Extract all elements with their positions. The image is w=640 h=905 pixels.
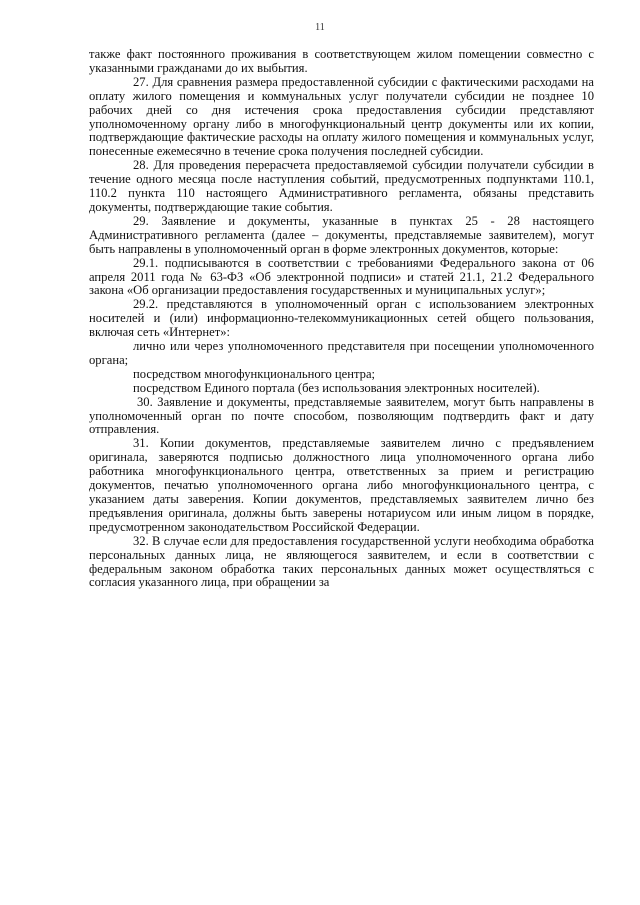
list-item-mfc: посредством многофункционального центра; [133, 366, 376, 381]
paragraph-29-2: 29.2. представляются в уполномоченный орган с использованием электронных носителей и (или) информационно-телекоммуникационных сетей общего пользования, включая сеть «Интернет»: [89, 297, 594, 340]
paragraph-28: 28. Для проведения перерасчета предоставляемой субсидии получатели субсидии в течение одного месяца после наступления событий, предусмотренных подпунктами 110.1, 110.2 пункта 110 настоящего Административного регламента, обязаны представить документы, подтверждающие такие события. [89, 158, 594, 214]
paragraph-32: 32. В случае если для предоставления государственной услуги необходима обработка персональных данных лица, не являющегося заявителем, и если в соответствии с федеральным законом обработка таких персональных данных может осуществляться с согласия указанного лица, при обращении за [89, 533, 594, 590]
list-item-portal: посредством Единого портала (без использования электронных носителей). [133, 380, 540, 395]
paragraph-30: 30. Заявление и документы, представляемые заявителем, могут быть направлены в уполномоченный орган по почте способом, позволяющим подтвердить факт и дату отправления. [89, 394, 594, 437]
paragraph-continuation: также факт постоянного проживания в соответствующем жилом помещении совместно с указанными гражданами до их выбытия. [89, 47, 594, 75]
document-body [89, 48, 594, 590]
paragraph-27: 27. Для сравнения размера предоставленной субсидии с фактическими расходами на оплату жилого помещения и коммунальных услуг получатели субсидии не позднее 10 рабочих дней со дня истечения срока предоставления субсидии представляют уполномоченному органу либо в многофункциональный центр документы или их копии, подтверждающие фактические расходы на оплату жилого помещения и коммунальных услуг, понесенные ежемесячно в течение срока получения последней субсидии. [89, 74, 594, 159]
paragraph-29-1: 29.1. подписываются в соответствии с требованиями Федерального закона от 06 апреля 2011 года № 63-ФЗ «Об электронной подписи» и статей 21.1, 21.2 Федерального закона «Об организации предоставления государственных и муниципальных услуг»; [89, 255, 594, 298]
paragraph-31: 31. Копии документов, представляемые заявителем лично с предъявлением оригинала, заверяются подписью должностного лица уполномоченного органа либо работника многофункционального центра, ответственных за прием и регистрацию документов, печатью уполномоченного органа либо многофункционального центра, с указанием даты заверения. Копии документов, представляемых заявителем лично без предъявления оригинала, должны быть заверены нотариусом или иным лицом в порядке, предусмотренном законодательством Российской Федерации. [89, 436, 594, 534]
page-number: 11 [315, 22, 325, 33]
list-item-in-person: лично или через уполномоченного представителя при посещении уполномоченного органа; [89, 339, 594, 367]
paragraph-29: 29. Заявление и документы, указанные в пунктах 25 - 28 настоящего Административного регламента (далее – документы, представляемые заявителем), могут быть направлены в уполномоченный орган в форме электронных документов, которые: [89, 213, 594, 256]
